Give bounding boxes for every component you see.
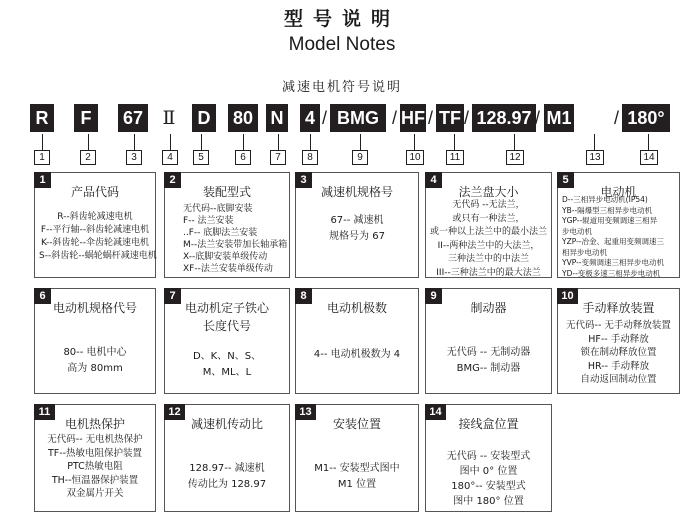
field-number-14: 14 [640,150,658,165]
card-number-badge: 13 [295,404,316,420]
page-title-chinese: 型号说明 [283,8,400,30]
card-title: 接线盒位置 [458,417,519,431]
card-line: 自动返回制动位置 [580,374,657,385]
info-card-9 [425,288,552,394]
card-title: 法兰盘大小 [458,185,519,199]
card-number-badge: 11 [34,404,55,420]
code-segment-6: 80 [228,104,258,132]
card-title: 电动机定子铁心 [184,301,269,315]
card-number-badge: 2 [164,172,181,188]
card-line: 图中 180° 位置 [453,496,524,507]
connector-line [201,134,202,150]
card-body [430,449,547,509]
card-line: 80-- 电机中心 [63,347,127,358]
field-number-row [30,150,680,166]
card-title: 制动器 [470,301,507,315]
code-segment-10: HF [400,104,426,132]
field-number-11: 11 [446,150,464,165]
code-separator: / [428,108,434,128]
section-subtitle: 减速电机符号说明 [281,80,402,95]
card-body [169,349,285,381]
card-line: M1-- 安装型式图中 [314,463,400,474]
card-line: F--平行轴--斜齿轮减速电机 [40,225,150,235]
field-number-9: 9 [352,150,368,165]
info-card-4 [425,172,552,278]
connector-line [648,134,649,150]
code-segment-1: R [30,104,54,132]
card-line: 双金属片开关 [66,488,124,499]
card-line: 无代码--底脚安装 [183,204,253,214]
field-number-5: 5 [193,150,209,165]
card-line: F-- 法兰安装 [183,216,234,226]
connector-line [454,134,455,150]
card-line: S--斜齿轮--蜗轮蜗杆减速电机 [39,251,157,261]
card-title: 手动释放装置 [582,301,655,315]
field-number-6: 6 [235,150,251,165]
card-line: II--两种法兰中的大法兰， [437,240,540,251]
card-line: 无代码 -- 安装型式 [446,451,531,462]
card-title: 电动机规格代号 [52,301,137,315]
card-line: XF--法兰安装单级传动 [183,264,273,274]
card-number-badge: 14 [425,404,446,420]
info-card-3 [295,172,419,278]
info-card-1 [34,172,156,278]
field-number-8: 8 [302,150,318,165]
field-number-13: 13 [586,150,604,165]
card-line: 4-- 电动机极数为 4 [313,349,401,360]
card-body [169,461,285,493]
connector-line [514,134,515,150]
card-number-badge: 5 [557,172,574,188]
card-line: YB--隔爆型三相异步电动机 [562,205,653,215]
code-segment-12: 128.97 [472,104,536,132]
card-line: YVP--变频调速三相异步电动机 [562,258,664,267]
field-number-12: 12 [506,150,524,165]
code-segment-11: TF [436,104,464,132]
card-line: 图中 0° 位置 [459,466,518,477]
info-card-6 [34,288,156,394]
card-line: YZP--冶金、起重用变频调速三 [562,237,664,246]
card-line: 180°-- 安装型式 [451,481,526,492]
code-separator: / [322,108,328,128]
card-line: HF-- 手动释放 [588,333,649,345]
card-line: 三种法兰中的中法兰 [447,254,529,264]
card-line: 无代码 -- 无制动器 [446,347,531,358]
model-code-row [30,104,680,134]
code-segment-3: 67 [118,104,148,132]
card-line: 规格号为 67 [329,231,385,242]
code-separator: / [614,108,620,128]
card-number-badge: 1 [34,172,51,188]
card-line: X--底脚安装单级传动 [183,252,268,262]
card-body [300,213,414,245]
card-title: 装配型式 [202,185,251,199]
card-line: 高为 80mm [67,363,123,374]
card-line: 或一种以上法兰中的最小法兰 [430,227,548,237]
card-body [430,345,547,377]
card-number-badge: 10 [557,288,578,304]
card-line: 无代码-- 无手动释放装置 [566,320,671,331]
card-line: PTC热敏电阻 [67,461,123,472]
card-line: YGP--辊道用变频调速三相异 [562,216,658,225]
card-line: III--三种法兰中的最大法兰 [436,267,541,278]
card-line: 相异步电动机 [562,247,607,257]
code-separator: / [535,108,541,128]
connector-line [414,134,415,150]
card-body [39,345,151,377]
info-card-7 [164,288,290,394]
card-number-badge: 3 [295,172,312,188]
info-card-11 [34,404,156,512]
card-line: 或只有一种法兰， [452,213,525,224]
card-line: 无代码-- 无电机热保护 [47,434,143,445]
info-card-10 [557,288,680,394]
card-number-badge: 6 [34,288,51,304]
card-line: HR-- 手动释放 [587,360,650,372]
code-separator: / [464,108,470,128]
card-body [430,199,547,280]
code-separator: / [392,108,398,128]
card-line: 传动比为 128.97 [187,479,267,490]
connector-line [278,134,279,150]
card-line: BMG-- 制动器 [456,363,521,374]
code-segment-13: M1 [544,104,574,132]
field-number-4: 4 [162,150,178,165]
connector-line [88,134,89,150]
card-title: 安装位置 [332,417,381,431]
field-number-2: 2 [80,150,96,165]
connector-line [170,134,171,150]
card-line: TF--热敏电阻保护装置 [47,447,143,459]
field-number-3: 3 [126,150,142,165]
card-number-badge: 7 [164,288,181,304]
code-segment-9: BMG [330,104,386,132]
card-number-badge: 12 [164,404,185,420]
card-title: 电动机极数 [326,301,387,315]
card-line: ..F-- 底脚法兰安装 [183,228,258,238]
card-title: 电动机 [600,185,637,199]
info-card-12 [164,404,290,512]
card-body [300,347,414,363]
info-card-13 [295,404,419,512]
connector-line [360,134,361,150]
card-line: YD--变极多速三相异步电动机 [562,268,661,278]
card-line: K--斜齿轮--伞齿轮减速电机 [41,238,149,248]
code-segment-4: Ⅱ [162,104,176,132]
info-card-2 [164,172,290,278]
card-body [562,195,675,279]
card-body [183,203,288,275]
card-line: TH--恒温器保护装置 [51,474,139,486]
card-body [39,433,151,501]
card-line: R--斜齿轮减速电机 [57,212,133,222]
code-segment-8: 4 [300,104,320,132]
card-title: 电机热保护 [64,417,125,431]
card-body [300,461,414,493]
connector-line [134,134,135,150]
card-body [39,211,157,263]
card-body [562,319,675,387]
connector-line [243,134,244,150]
card-title-line2: 长度代号 [202,319,251,333]
info-card-5 [557,172,680,278]
card-line: 无代码 --无法兰， [452,200,525,210]
connector-line [310,134,311,150]
page-title-english: Model Notes [288,34,396,55]
card-line: D、K、N、S、 [192,351,262,362]
card-line: 67-- 减速机 [330,215,384,226]
field-number-1: 1 [34,150,50,165]
card-number-badge: 4 [425,172,442,188]
card-title: 产品代码 [70,185,119,199]
card-line: 步电动机 [562,226,592,236]
field-number-7: 7 [270,150,286,165]
card-line: 锁在制动释放位置 [580,347,657,358]
info-card-14 [425,404,552,512]
code-segment-5: D [192,104,216,132]
code-segment-14: 180° [622,104,670,132]
code-segment-2: F [74,104,98,132]
card-title: 减速机规格号 [320,185,393,199]
card-line: 128.97-- 减速机 [189,463,265,474]
card-title: 减速机传动比 [190,417,263,431]
info-card-8 [295,288,419,394]
code-segment-7: N [266,104,288,132]
connector-line [594,134,595,150]
card-number-badge: 9 [425,288,442,304]
card-number-badge: 8 [295,288,312,304]
connector-line [42,134,43,150]
card-line: M--法兰安装带加长轴承箱 [183,240,288,250]
card-line: M1 位置 [337,479,377,490]
field-number-10: 10 [406,150,424,165]
card-line: M、ML、L [202,367,252,378]
card-line: D--三相异步电动机(IP54) [562,195,648,204]
